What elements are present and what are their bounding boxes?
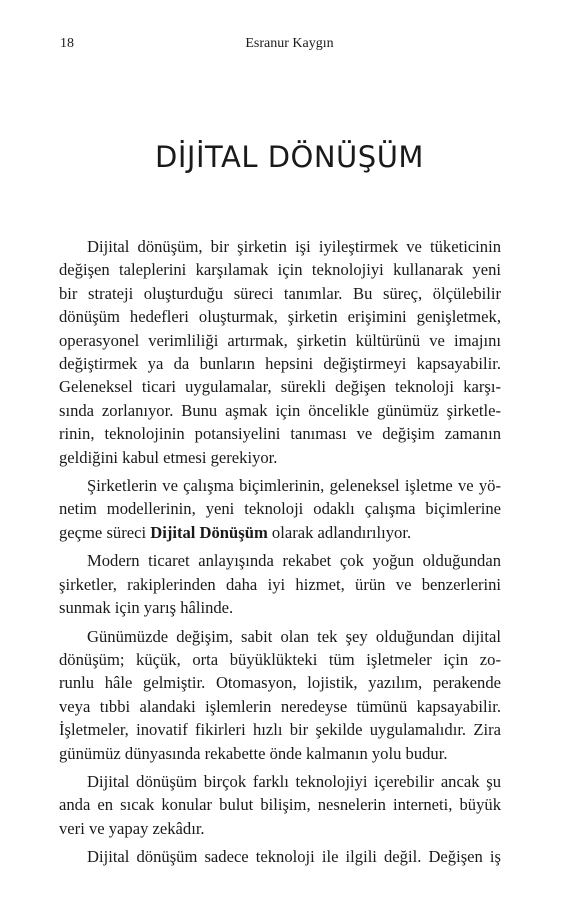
- page-number: 18: [60, 36, 74, 51]
- running-header-author: Esranur Kaygın: [245, 36, 334, 51]
- paragraph: [59, 845, 501, 868]
- text-line: Şirketlerin ve çalışma biçimlerinin, geleneksel işletme ve yö-: [87, 476, 501, 496]
- paragraph: [59, 549, 501, 619]
- text-line: geldiğini kabul etmesi gerekiyor.: [59, 447, 278, 467]
- text-line: bir strateji oluşturduğu süreci tanımlar. Bu süreç, ölçülebilir: [59, 283, 501, 303]
- text-line: rinin, teknolojinin potansiyelini tanıması ve değişim zamanın: [59, 424, 501, 444]
- text-line: runlu hâle gelmiştir. Otomasyon, lojistik, yazılım, perakende: [59, 673, 501, 693]
- text-line: şirketler, rakiplerinden daha iyi hizmet, ürün ve benzerlerini: [59, 574, 501, 594]
- text-span: olarak adlandırılıyor.: [267, 522, 412, 542]
- paragraph: [59, 770, 501, 840]
- text-line: [59, 521, 501, 544]
- paragraph: [59, 625, 501, 765]
- text-line: sında zorlanıyor. Bunu aşmak için öncelikle günümüz şirketle-: [59, 400, 501, 420]
- emphasis-term: Dijital Dönüşüm: [150, 522, 268, 542]
- text-line: anda en sıcak konular bulut bilişim, nesnelerin interneti, büyük: [59, 795, 501, 815]
- text-line: sunmak için yarış hâlinde.: [59, 598, 234, 618]
- text-line: günümüz dünyasında rekabette önde kalmanın yolu budur.: [59, 743, 448, 763]
- text-span: geçme süreci: [59, 522, 151, 542]
- text-line: Dijital dönüşüm birçok farklı teknolojiyi içerebilir ancak şu: [87, 771, 501, 791]
- text-line: değişen taleplerini karşılamak için teknolojiyi kullanarak yeni: [59, 260, 501, 280]
- chapter-title: DİJİTAL DÖNÜŞÜM: [155, 140, 424, 174]
- text-line: Geleneksel ticari uygulamalar, sürekli değişen teknoloji karşı-: [59, 377, 501, 397]
- text-line: değiştirmek ya da bunların hepsini değiştirmeyi kapsayabilir.: [59, 354, 501, 374]
- text-line: Modern ticaret anlayışında rekabet çok yoğun olduğundan: [87, 551, 501, 571]
- text-line: netim modellerinin, yeni teknoloji odaklı çalışma biçimlerine: [59, 499, 501, 519]
- body-text: [59, 235, 501, 874]
- text-line: dönüşüm; küçük, orta büyüklükteki tüm işletmeler için zo-: [59, 649, 501, 669]
- paragraph: [59, 474, 501, 544]
- text-line: veri ve yapay zekâdır.: [59, 818, 205, 838]
- text-line: İşletmeler, inovatif fikirleri hızlı bir şekilde uygulamalıdır. Zira: [59, 720, 501, 740]
- text-line: Dijital dönüşüm, bir şirketin işi iyileştirmek ve tüketicinin: [87, 237, 501, 256]
- text-line: Günümüzde değişim, sabit olan tek şey olduğundan dijital: [87, 626, 501, 646]
- text-line: Dijital dönüşüm sadece teknoloji ile ilgili değil. Değişen iş: [87, 847, 501, 867]
- text-line: operasyonel verimliliği artırmak, şirketin kültürünü ve imajını: [59, 330, 501, 350]
- text-line: veya tıbbi alandaki işlemlerin neredeyse tümünü kapsayabilir.: [59, 696, 501, 716]
- paragraph: [59, 235, 501, 469]
- text-line: dönüşüm hedefleri oluşturmak, şirketin erişimini genişletmek,: [59, 307, 501, 327]
